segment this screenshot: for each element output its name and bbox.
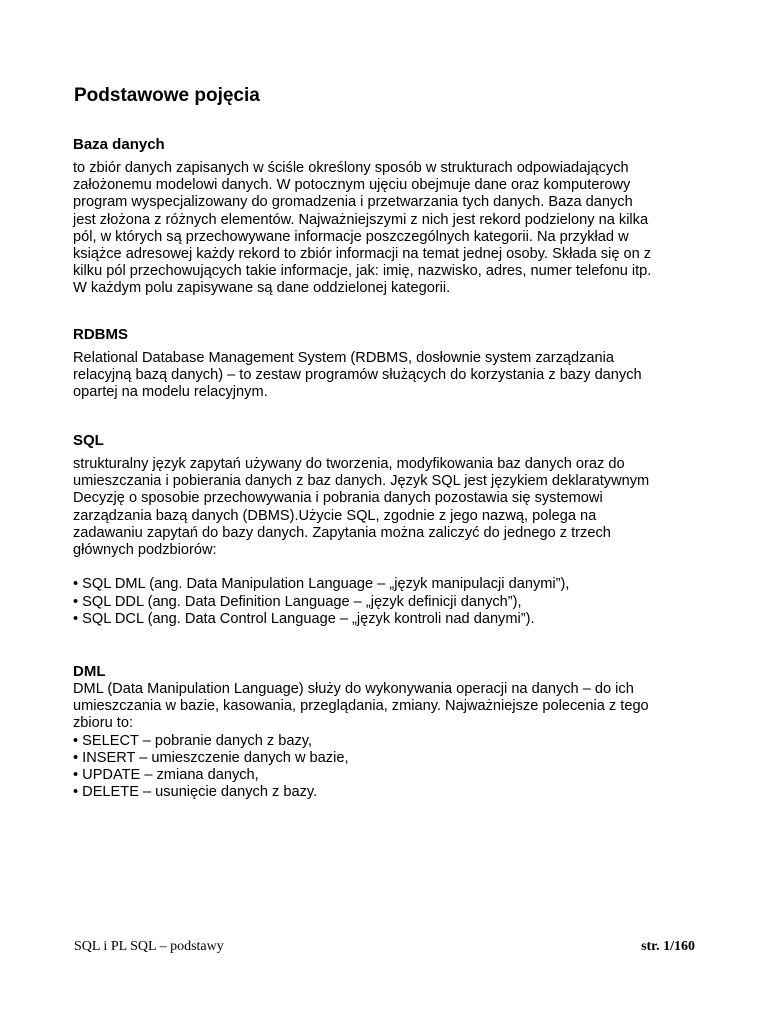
paragraph-gap — [73, 559, 713, 576]
paragraph-line: DML (Data Manipulation Language) służy do wykonywania operacji na danych – do ich — [73, 681, 634, 697]
paragraph-line: pól, w których są przechowywane informacje poszczególnych kategorii. Na przykład w — [73, 228, 629, 245]
section-heading: DML — [73, 663, 106, 680]
paragraph-line: założonemu modelowi danych. W potocznym ujęciu obejmuje dane oraz komputerowy — [73, 177, 631, 194]
paragraph-line: opartej na modelu relacyjnym. — [73, 384, 268, 401]
paragraph-line: relacyjną bazą danych) – to zestaw programów służących do korzystania z bazy danych — [73, 367, 642, 384]
paragraph-line: program wyspecjalizowany do gromadzenia i przetwarzania tych danych. Baza danych — [73, 194, 633, 211]
bullet-item: • INSERT – umieszczenie danych w bazie, — [73, 749, 349, 766]
paragraph-line: Decyzję o sposobie przechowywania i pobrania danych pozostawia się systemowi — [73, 490, 603, 507]
paragraph — [73, 350, 713, 402]
section-sql — [73, 432, 713, 628]
paragraph — [73, 160, 713, 298]
paragraph-line: zadawaniu zapytań do bazy danych. Zapytania można zaliczyć do jednego z trzech — [73, 524, 611, 541]
footer-page-number: str. 1/160 — [641, 939, 695, 954]
section-heading: RDBMS — [73, 326, 128, 343]
paragraph-line: umieszczania i pobierania danych z baz danych. Język SQL jest językiem deklaratywnym — [73, 473, 650, 490]
bullet-item: • SELECT – pobranie danych z bazy, — [73, 732, 313, 749]
section-baza-danych — [73, 136, 713, 298]
footer-document-title: SQL i PL SQL – podstawy — [74, 939, 224, 954]
paragraph-line: zarządzania bazą danych (DBMS).Użycie SQL, zgodnie z jego nazwą, polega na — [73, 507, 597, 524]
paragraph-line: strukturalny język zapytań używany do tworzenia, modyfikowania baz danych oraz do — [73, 456, 625, 472]
bullet-item: • SQL DCL (ang. Data Control Language – „język kontroli nad danymi”). — [73, 610, 535, 627]
bullet-item: • SQL DML (ang. Data Manipulation Language – „język manipulacji danymi”), — [73, 576, 570, 593]
paragraph-line: jest złożona z różnych elementów. Najważniejszymi z nich jest rekord podzielony na kilka — [73, 211, 649, 228]
paragraph-line: zbioru to: — [73, 715, 134, 732]
paragraph-line: to zbiór danych zapisanych w ściśle określony sposób w strukturach odpowiadających — [73, 160, 629, 176]
paragraph — [73, 681, 713, 801]
paragraph-line: umieszczania w bazie, kasowania, przeglądania, zmiany. Najważniejsze polecenia z tego — [73, 698, 649, 715]
section-heading: Baza danych — [73, 136, 165, 153]
bullet-item: • UPDATE – zmiana danych, — [73, 767, 259, 784]
bullet-item: • DELETE – usunięcie danych z bazy. — [73, 784, 318, 801]
bullet-item: • SQL DDL (ang. Data Definition Language – „język definicji danych”), — [73, 593, 522, 610]
paragraph — [73, 456, 713, 628]
paragraph-line: książce adresowej każdy rekord to zbiór informacji na temat jednej osoby. Składa się on z — [73, 246, 652, 263]
paragraph-line: głównych podzbiorów: — [73, 542, 217, 559]
paragraph-line: Relational Database Management System (RDBMS, dosłownie system zarządzania — [73, 350, 615, 366]
section-dml — [73, 663, 713, 801]
paragraph-line: kilku pól przechowujących takie informacje, jak: imię, nazwisko, adres, numer telefonu itp. — [73, 263, 652, 280]
section-rdbms — [73, 326, 713, 402]
page-title: Podstawowe pojęcia — [74, 85, 260, 106]
section-heading: SQL — [73, 432, 104, 449]
paragraph-line: W każdym polu zapisywane są dane oddzielonej kategorii. — [73, 280, 451, 297]
